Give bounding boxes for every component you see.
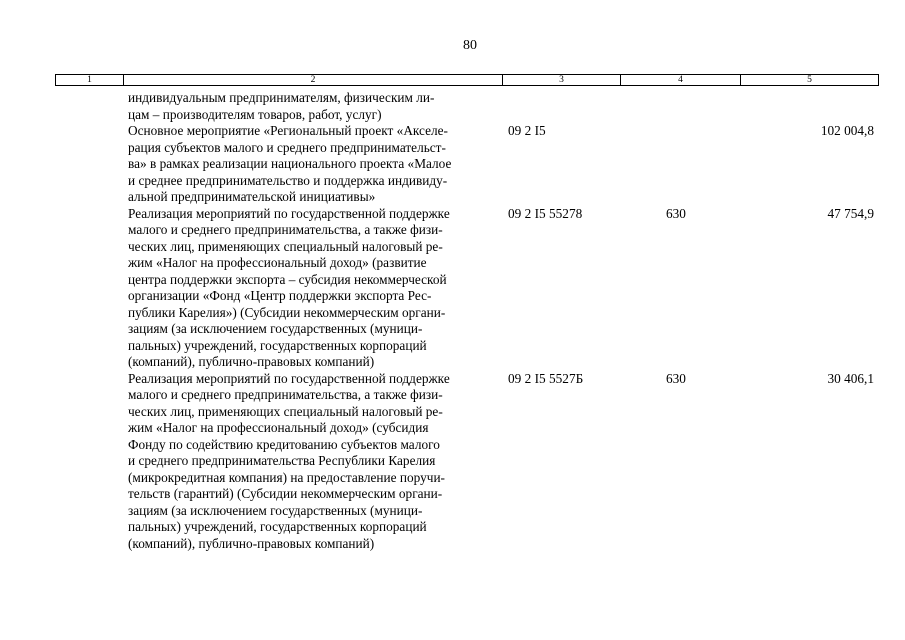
table-row <box>0 206 905 371</box>
row-code: 09 2 I5 5527Б <box>508 370 584 386</box>
row-amount: 102 004,8 <box>820 123 874 138</box>
column-header-1: 1 <box>56 75 124 85</box>
description-line: пальных) учреждений, государственных корпораций <box>128 519 427 534</box>
table-body <box>0 90 905 552</box>
table-row <box>0 123 905 206</box>
table-column-header-row <box>55 74 879 86</box>
row-description <box>128 90 500 123</box>
description-line: ва» в рамках реализации национального проекта «Малое <box>128 156 452 171</box>
table-row <box>0 90 905 123</box>
row-code: 09 2 I5 <box>508 123 546 138</box>
description-line: жим «Налог на профессиональный доход» (развитие <box>128 255 427 270</box>
description-line: организации «Фонд «Центр поддержки экспорта Рес- <box>128 288 432 303</box>
row-expense-type: 630 <box>666 370 686 386</box>
column-header-3: 3 <box>503 75 621 85</box>
page-number: 80 <box>463 38 477 53</box>
column-header-5: 5 <box>807 75 812 85</box>
description-line: малого и среднего предпринимательства, а также физи- <box>128 387 443 402</box>
description-line: публики Карелия») (Субсидии некоммерческим органи- <box>128 304 446 320</box>
description-line: и среднего предпринимательства Республики Карелия <box>128 453 436 468</box>
description-line: цам – производителям товаров, работ, услуг) <box>128 106 382 122</box>
description-line: ческих лиц, применяющих специальный налоговый ре- <box>128 238 443 254</box>
row-expense-type: 630 <box>666 205 686 221</box>
description-line: ческих лиц, применяющих специальный налоговый ре- <box>128 403 443 419</box>
description-line: пальных) учреждений, государственных корпораций <box>128 337 427 353</box>
description-line: Реализация мероприятий по государственной поддержке <box>128 205 450 221</box>
description-line: (компаний), публично-правовых компаний) <box>128 354 375 369</box>
description-line: Фонду по содействию кредитованию субъектов малого <box>128 436 440 452</box>
description-line: Реализация мероприятий по государственной поддержке <box>128 370 450 386</box>
description-line: (компаний), публично-правовых компаний) <box>128 535 375 551</box>
description-line: Основное мероприятие «Региональный проект «Акселе- <box>128 123 448 138</box>
column-header-4: 4 <box>621 75 741 85</box>
row-description <box>128 371 500 553</box>
description-line: и среднее предпринимательство и поддержка индивиду- <box>128 172 448 188</box>
description-line: зациям (за исключением государственных (муници- <box>128 321 423 336</box>
column-header-2: 2 <box>124 75 503 85</box>
description-line: альной предпринимательской инициативы» <box>128 189 376 204</box>
row-amount: 30 406,1 <box>827 370 874 386</box>
description-line: малого и среднего предпринимательства, а также физи- <box>128 222 443 237</box>
description-line: жим «Налог на профессиональный доход» (субсидия <box>128 420 429 435</box>
row-description <box>128 206 500 371</box>
row-description <box>128 123 500 206</box>
description-line: индивидуальным предпринимателям, физическим ли- <box>128 90 435 105</box>
row-code: 09 2 I5 55278 <box>508 205 583 221</box>
description-line: центра поддержки экспорта – субсидия некоммерческой <box>128 271 447 287</box>
table-row <box>0 371 905 553</box>
description-line: зациям (за исключением государственных (муници- <box>128 502 423 518</box>
description-line: (микрокредитная компания) на предоставление поручи- <box>128 469 445 485</box>
description-line: рация субъектов малого и среднего предпринимательст- <box>128 139 446 155</box>
row-amount: 47 754,9 <box>827 205 874 221</box>
description-line: тельств (гарантий) (Субсидии некоммерческим органи- <box>128 486 443 501</box>
